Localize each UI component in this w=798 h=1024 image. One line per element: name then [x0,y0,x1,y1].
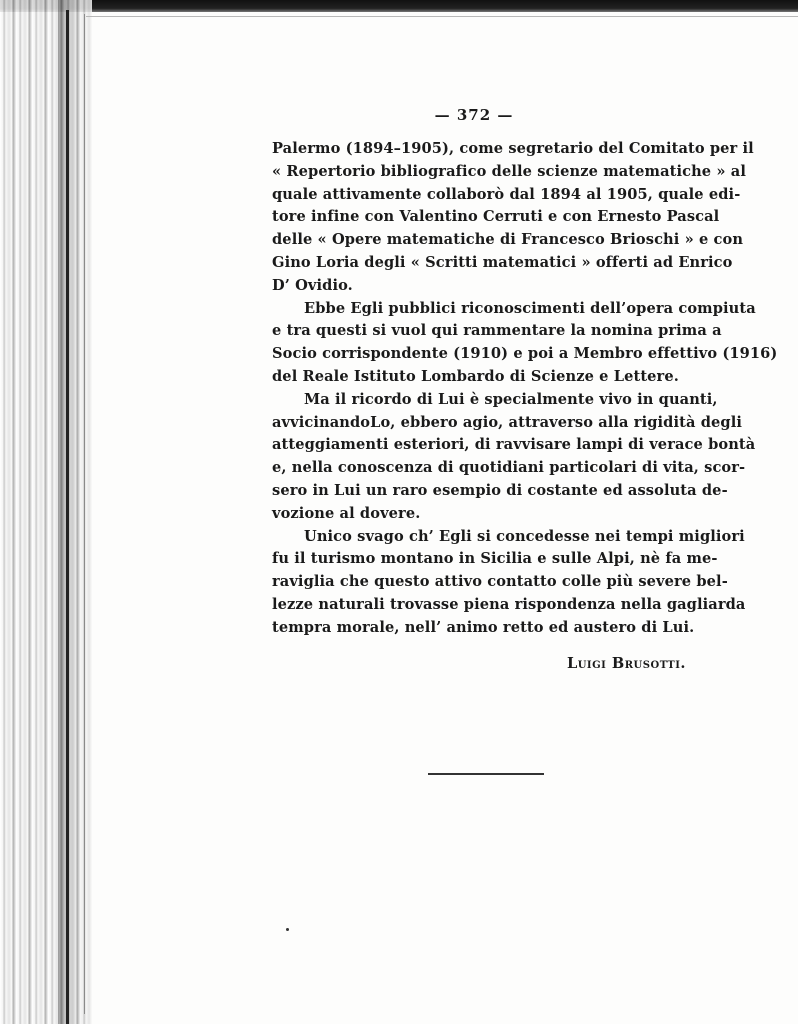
page-number: — 372 — [434,106,514,124]
text-line: atteggiamenti esteriori, di ravvisare lampi di verace bontà [272,436,756,454]
paragraph-first-line: Ma il ricordo di Lui è specialmente vivo in quanti, [304,390,718,408]
scan-top-border [0,0,798,12]
text-line: e tra questi si vuol qui rammentare la nomina prima a [272,322,722,340]
text-line: Palermo (1894–1905), come segretario del Comitato per il [272,140,754,157]
text-line: e, nella conoscenza di quotidiani particolari di vita, scor- [272,459,746,477]
text-line: raviglia che questo attivo contatto colle più severe bel- [272,573,728,591]
text-line: sero in Lui un raro esempio di costante ed assoluta de- [272,481,728,499]
text-line: fu il turismo montano in Sicilia e sulle Alpi, nè fa me- [272,550,718,568]
top-edge-rule [86,16,798,17]
text-line: quale attivamente collaborò dal 1894 al 1905, quale edi- [272,185,741,203]
text-line: avvicinandoLo, ebbero agio, attraverso alla rigidità degli [272,413,742,431]
author-signature: Luigi Brusotti. [566,655,686,672]
text-line: del Reale Istituto Lombardo di Scienze e Lettere. [272,367,679,385]
text-line: Socio corrispondente (1910) e poi a Membro effettivo (1916) [272,345,778,363]
text-line: D’ Ovidio. [272,276,353,294]
text-line: delle « Opere matematiche di Francesco Brioschi » e con [272,231,744,249]
paragraph-first-line: Ebbe Egli pubblici riconoscimenti dell’opera compiuta [304,299,756,317]
scan-speck [286,928,289,931]
text-line: lezze naturali trovasse piena rispondenza nella gagliarda [272,595,746,613]
closing-rule [428,773,544,775]
text-line: tore infine con Valentino Cerruti e con Ernesto Pascal [272,208,720,226]
text-line: « Repertorio bibliografico delle scienze matematiche » al [272,162,746,180]
text-line: Gino Loria degli « Scritti matematici » offerti ad Enrico [272,253,733,271]
text-line: vozione al dovere. [272,504,421,522]
page-edge-line [66,10,69,1024]
text-line: tempra morale, nell’ animo retto ed austero di Lui. [272,618,695,636]
page-edge-line-inner [84,14,85,1014]
body-text [272,138,778,640]
paragraph-first-line: Unico svago ch’ Egli si concedesse nei tempi migliori [304,527,745,545]
